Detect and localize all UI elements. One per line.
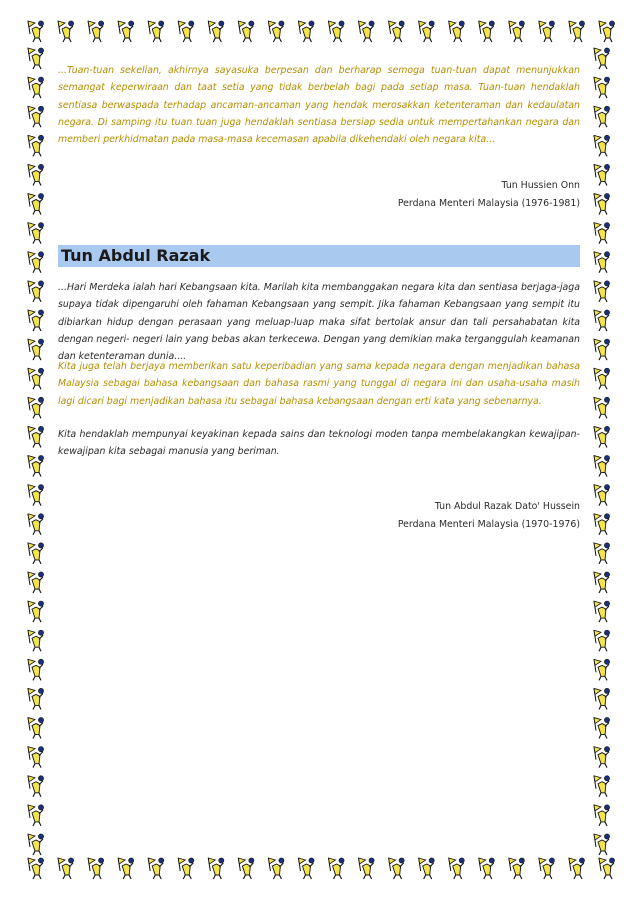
person-waving-flag-icon bbox=[594, 455, 610, 476]
person-waving-flag-icon bbox=[389, 21, 405, 42]
person-waving-flag-icon bbox=[88, 21, 104, 42]
person-waving-flag-icon bbox=[28, 572, 44, 593]
person-waving-flag-icon bbox=[594, 281, 610, 302]
person-waving-flag-icon bbox=[238, 21, 254, 42]
person-waving-flag-icon bbox=[594, 543, 610, 564]
person-waving-flag-icon bbox=[509, 858, 525, 879]
person-waving-flag-icon bbox=[28, 106, 44, 127]
signature-abdul-razak bbox=[58, 498, 580, 533]
person-waving-flag-icon bbox=[594, 688, 610, 709]
person-waving-flag-icon bbox=[479, 21, 495, 42]
person-waving-flag-icon bbox=[28, 135, 44, 156]
person-waving-flag-icon bbox=[28, 747, 44, 768]
person-waving-flag-icon bbox=[594, 630, 610, 651]
person-waving-flag-icon bbox=[28, 688, 44, 709]
person-waving-flag-icon bbox=[238, 858, 254, 879]
person-waving-flag-icon bbox=[594, 397, 610, 418]
person-waving-flag-icon bbox=[594, 834, 610, 855]
person-waving-flag-icon bbox=[329, 858, 345, 879]
person-waving-flag-icon bbox=[389, 858, 405, 879]
person-waving-flag-icon bbox=[298, 21, 314, 42]
person-waving-flag-icon bbox=[594, 717, 610, 738]
person-waving-flag-icon bbox=[594, 485, 610, 506]
person-waving-flag-icon bbox=[28, 339, 44, 360]
person-waving-flag-icon bbox=[28, 310, 44, 331]
person-waving-flag-icon bbox=[28, 223, 44, 244]
person-waving-flag-icon bbox=[178, 858, 194, 879]
person-waving-flag-icon bbox=[449, 21, 465, 42]
person-waving-flag-icon bbox=[594, 135, 610, 156]
person-waving-flag-icon bbox=[419, 21, 435, 42]
person-waving-flag-icon bbox=[449, 858, 465, 879]
section-heading-bar bbox=[58, 245, 580, 267]
person-waving-flag-icon bbox=[594, 776, 610, 797]
author-name: Tun Hussien Onn bbox=[501, 180, 580, 191]
person-waving-flag-icon bbox=[594, 310, 610, 331]
person-waving-flag-icon bbox=[208, 858, 224, 879]
person-waving-flag-icon bbox=[28, 659, 44, 680]
quote-razak-paragraph-3: Kita hendaklah mempunyai keyakinan kepada sains dan teknologi moden tanpa membelakangkan kewajipan- kewajipan kita sebagai manusia yang beriman. bbox=[58, 429, 580, 458]
person-waving-flag-icon bbox=[208, 21, 224, 42]
person-waving-flag-icon bbox=[28, 717, 44, 738]
person-waving-flag-icon bbox=[28, 48, 44, 69]
section-heading: Tun Abdul Razak bbox=[61, 246, 211, 265]
person-waving-flag-icon bbox=[28, 543, 44, 564]
person-waving-flag-icon bbox=[594, 426, 610, 447]
person-waving-flag-icon bbox=[28, 193, 44, 214]
quote-razak-paragraph-2: Kita juga telah berjaya memberikan satu keperibadian yang sama kepada negara dengan menjadikan bahasa Malaysia sebagai bahasa kebangsaan dan bahasa rasmi yang tunggal di negara ini dan usaha-usaha masih lagi dicari bagi menjadikan bahasa itu sebagai bahasa kebangsaan dengan erti kata yang sebenarnya. bbox=[58, 361, 580, 407]
person-waving-flag-icon bbox=[148, 21, 164, 42]
person-waving-flag-icon bbox=[569, 858, 585, 879]
person-waving-flag-icon bbox=[178, 21, 194, 42]
person-waving-flag-icon bbox=[28, 281, 44, 302]
author-position: Perdana Menteri Malaysia (1970-1976) bbox=[397, 518, 580, 530]
person-waving-flag-icon bbox=[118, 858, 134, 879]
person-waving-flag-icon bbox=[28, 164, 44, 185]
quote-razak-paragraph-1: ...Hari Merdeka ialah hari Kebangsaan kita. Marilah kita membanggakan negara kita dan sentiasa berjaga-jaga supaya tidak dipengaruhi oleh fahaman Kebangsaan yang sempit. Jika fahaman Kebangsaan yang sempit itu dibiarkan hidup dengan perasaan yang meluap-luap maka sifat bertolak ansur dan tali persahabatan kita dengan negeri- negeri lain yang bebas akan terkecewa. Dengan yang demikian maka terganggulah keamanan dan ketenteraman dunia.... bbox=[58, 282, 580, 363]
signature-hussein-onn bbox=[58, 177, 580, 212]
person-waving-flag-icon bbox=[509, 21, 525, 42]
person-waving-flag-icon bbox=[118, 21, 134, 42]
person-waving-flag-icon bbox=[594, 193, 610, 214]
person-waving-flag-icon bbox=[594, 164, 610, 185]
person-waving-flag-icon bbox=[268, 858, 284, 879]
person-waving-flag-icon bbox=[28, 514, 44, 535]
person-waving-flag-icon bbox=[28, 21, 44, 42]
person-waving-flag-icon bbox=[594, 77, 610, 98]
person-waving-flag-icon bbox=[28, 426, 44, 447]
person-waving-flag-icon bbox=[28, 630, 44, 651]
person-waving-flag-icon bbox=[594, 368, 610, 389]
person-waving-flag-icon bbox=[594, 106, 610, 127]
person-waving-flag-icon bbox=[28, 858, 44, 879]
author-position: Perdana Menteri Malaysia (1976-1981) bbox=[397, 197, 580, 209]
person-waving-flag-icon bbox=[594, 601, 610, 622]
person-waving-flag-icon bbox=[88, 858, 104, 879]
person-waving-flag-icon bbox=[599, 21, 615, 42]
person-waving-flag-icon bbox=[594, 223, 610, 244]
person-waving-flag-icon bbox=[569, 21, 585, 42]
person-waving-flag-icon bbox=[28, 805, 44, 826]
person-waving-flag-icon bbox=[594, 48, 610, 69]
person-waving-flag-icon bbox=[479, 858, 495, 879]
person-waving-flag-icon bbox=[594, 805, 610, 826]
person-waving-flag-icon bbox=[58, 858, 74, 879]
person-waving-flag-icon bbox=[28, 252, 44, 273]
author-name: Tun Abdul Razak Dato' Hussein bbox=[434, 501, 580, 512]
quote-hussein-onn: ...Tuan-tuan sekelian, akhirnya sayasuka berpesan dan berharap semoga tuan-tuan dapat menunjukkan semangat keperwiraan dan taat setia yang tidak berbelah bagi pada setiap masa. Tuan-tuan hendaklah sentiasa berwaspada terhadap ancaman-ancaman yang hendak merosakkan ketenteraman dan kedaulatan negara. Di samping itu tuan tuan juga hendaklah sentiasa bersiap sedia untuk mempertahankan negara dan memberi perkhidmatan pada masa-masa kecemasan apabila dikehendaki oleh negara kita... bbox=[58, 65, 580, 146]
person-waving-flag-icon bbox=[28, 368, 44, 389]
person-waving-flag-icon bbox=[329, 21, 345, 42]
person-waving-flag-icon bbox=[539, 858, 555, 879]
person-waving-flag-icon bbox=[268, 21, 284, 42]
person-waving-flag-icon bbox=[28, 601, 44, 622]
person-waving-flag-icon bbox=[58, 21, 74, 42]
person-waving-flag-icon bbox=[28, 455, 44, 476]
person-waving-flag-icon bbox=[28, 485, 44, 506]
person-waving-flag-icon bbox=[28, 776, 44, 797]
person-waving-flag-icon bbox=[28, 397, 44, 418]
person-waving-flag-icon bbox=[594, 572, 610, 593]
person-waving-flag-icon bbox=[599, 858, 615, 879]
person-waving-flag-icon bbox=[359, 858, 375, 879]
person-waving-flag-icon bbox=[419, 858, 435, 879]
person-waving-flag-icon bbox=[148, 858, 164, 879]
person-waving-flag-icon bbox=[594, 514, 610, 535]
person-waving-flag-icon bbox=[359, 21, 375, 42]
person-waving-flag-icon bbox=[28, 77, 44, 98]
person-waving-flag-icon bbox=[28, 834, 44, 855]
person-waving-flag-icon bbox=[539, 21, 555, 42]
person-waving-flag-icon bbox=[298, 858, 314, 879]
person-waving-flag-icon bbox=[594, 339, 610, 360]
person-waving-flag-icon bbox=[594, 252, 610, 273]
person-waving-flag-icon bbox=[594, 747, 610, 768]
person-waving-flag-icon bbox=[594, 659, 610, 680]
